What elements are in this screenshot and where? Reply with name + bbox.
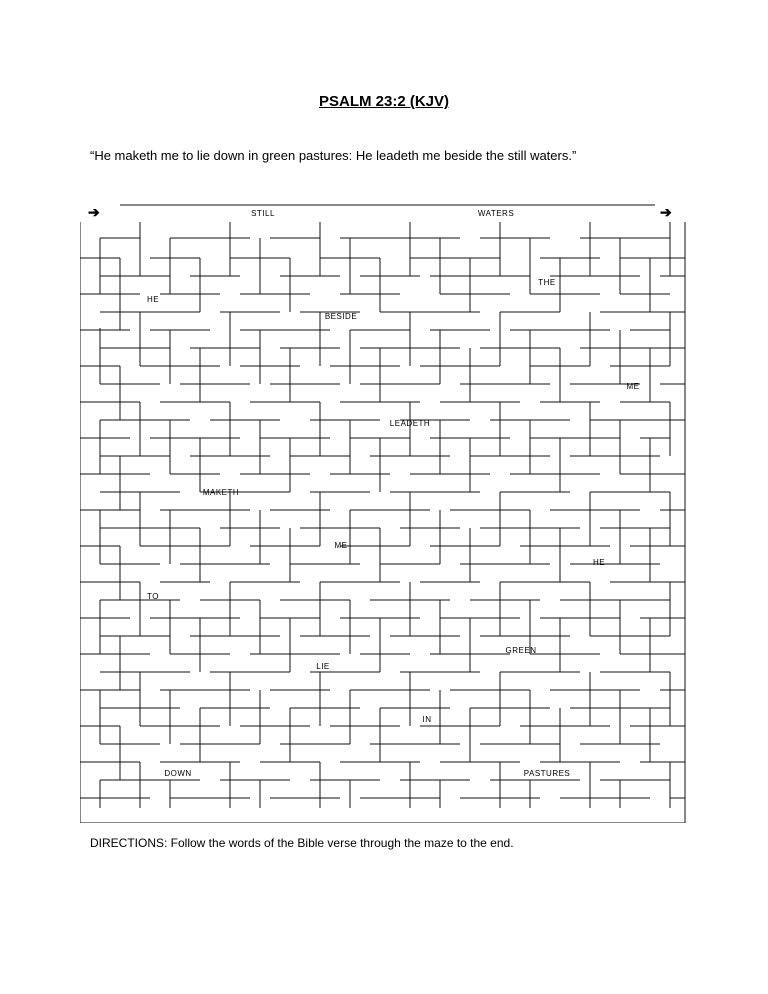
page-title: PSALM 23:2 (KJV): [318, 93, 450, 110]
maze-word-down: DOWN: [164, 769, 192, 778]
maze-word-me-2: ME: [334, 541, 348, 550]
maze-word-he: HE: [146, 295, 160, 304]
maze-word-beside: BESIDE: [324, 312, 358, 321]
end-arrow-icon: ➔: [660, 204, 672, 220]
maze-word-lie: LIE: [316, 662, 330, 671]
maze: [80, 198, 690, 823]
start-arrow-icon: ➔: [88, 204, 100, 220]
maze-word-maketh: MAKETH: [202, 488, 240, 497]
maze-word-leadeth: LEADETH: [389, 419, 431, 428]
maze-word-to: TO: [147, 592, 159, 601]
maze-walls: [80, 198, 690, 823]
maze-word-in: IN: [422, 715, 432, 724]
maze-word-me: ME: [626, 382, 640, 391]
maze-word-he-2: HE: [592, 558, 606, 567]
maze-word-the: THE: [538, 278, 556, 287]
maze-word-green: GREEN: [505, 646, 537, 655]
maze-word-still: STILL: [251, 209, 275, 218]
verse-text: “He maketh me to lie down in green pastures: He leadeth me beside the still waters.”: [90, 148, 577, 163]
directions-text: DIRECTIONS: Follow the words of the Bible verse through the maze to the end.: [90, 836, 514, 850]
maze-word-waters: WATERS: [477, 209, 515, 218]
maze-word-pastures: PASTURES: [523, 769, 571, 778]
